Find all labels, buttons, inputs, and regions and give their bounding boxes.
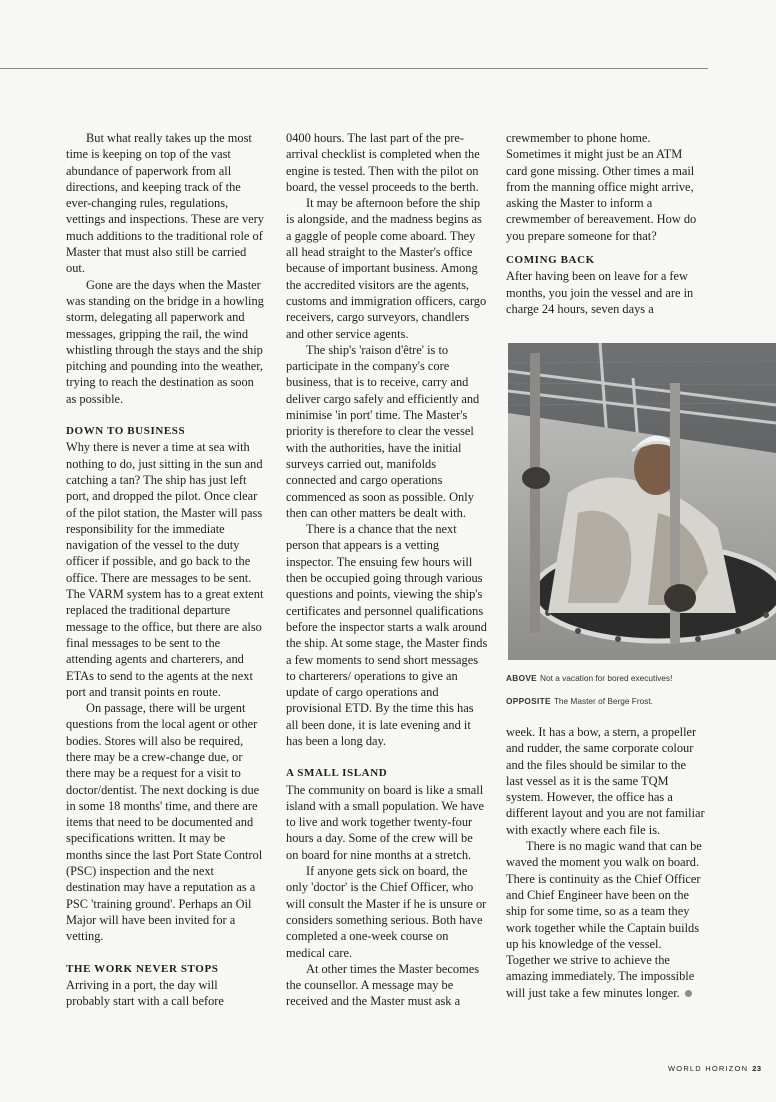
paragraph: There is a chance that the next person that appears is a vetting inspector. The ensuing few hours will then be occupied going through various questions and points, viewing the ship's certificates and personnel qualifications before the inspector starts a walk around the ship. At some stage, the Master finds a few moments to send short messages to charterers/ operations to give an update of cargo operations and provisional ETD. By the time this has all been done, it is late evening and it has been a long day. [286,522,488,748]
caption-label: ABOVE [506,673,538,683]
paragraph: After having been on leave for a few months, you join the vessel and are in charge 24 hours, seven days a [506,269,694,316]
paragraph: At other times the Master becomes the counsellor. A message may be received and the Master must ask a [286,961,480,1009]
paragraph [506,838,706,1001]
section-heading: DOWN TO BUSINESS [66,425,186,438]
paragraph: 0400 hours. The last part of the pre-arrival checklist is completed when the engine is tested. Then with the pilot on board, the vessel proceeds to the berth. [286,131,480,194]
paragraph: Why there is never a time at sea with nothing to do, just sitting in the sun and catching a tan? The ship has just left port, and dropped the pilot. Once clear of the pilot station, the Master will pass responsibility for the immediate navigation of the vessel to the duty officer if possible, and go back to the office. There are messages to be sent. The VARM system has to a great extent replaced the traditional departure message to the office, but there are also final messages to be sent to the attending agents and charterers, and ETAs to send to the agents at the next port and transit points en route. [66,440,264,699]
paragraph: Arriving in a port, the day will probably start with a call before [66,977,224,1009]
paragraph: week. It has a bow, a stern, a propeller and rudder, the same corporate colour and the files should be similar to the last vessel as it is the same TQM system. However, the office has a different layout and you are not familiar with exactly where each file is. [506,725,705,837]
end-of-article-bullet [685,990,692,997]
article-column-1 [66,130,264,1009]
section-heading: THE WORK NEVER STOPS [66,962,219,975]
section-heading: A SMALL ISLAND [286,767,388,780]
page-footer [668,1064,762,1073]
paragraph: It may be afternoon before the ship is alongside, and the madness begins as a gaggle of people come aboard. They all head straight to the Master's office because of important business. Among the accredited visitors are the agents, customs and immigration officers, cargo receivers, cargo surveyors, chandlers and other service agents. [286,196,487,341]
paragraph: Gone are the days when the Master was standing on the bridge in a howling storm, delegating all paperwork and messages, gripping the rail, the wind whistling through the stays and the ship pitching and pounding into the weather, trying to reach the destination as soon as possible. [66,277,264,406]
photo-illustration [508,343,776,660]
page-number: 23 [752,1064,762,1073]
paragraph: But what really takes up the most time is keeping on top of the vast abundance of paperwork from all directions, and keeping track of the ever-changing rules, regulations, vettings and inspections. These are very much additions to the traditional role of Master that must also still be carried out. [66,131,264,276]
article-column-3-bottom [506,724,706,1001]
photo-caption-above [506,673,672,683]
paragraph: On passage, there will be urgent questions from the local agent or other bodies. Stores will also be required, there may be a crew-change due, or there may be a request for a visit to doctor/dentist. The next docking is due in some 18 months' time, and there are items that need to be documented and specifications written. It may be months since the last Port State Control (PSC) inspection and the next destination may have a reputation as a PSC 'training ground'. Perhaps an Oil Major will have been invited for a vetting. [66,701,263,944]
caption-text: The Master of Berge Frost. [553,696,653,706]
paragraph: crewmember to phone home. Sometimes it might just be an ATM card gone missing. Other times a mail from the manning office might arrive, asking the Master to inform a crewmember of bereavement. How do you prepare someone for that? [506,131,697,243]
photo-caption-opposite [506,696,653,706]
caption-text: Not a vacation for bored executives! [540,673,673,683]
magazine-name: WORLD HORIZON [668,1064,749,1073]
paragraph-text: There is no magic wand that can be waved the moment you walk on board. There is continuity as the Chief Officer and Chief Engineer have been on the ship for some time, so as a team they work together while the Captain builds up his knowledge of the vessel. Together we strive to achieve the amazing immediately. The impossible will just take a few minutes longer. [506,839,702,1000]
header-rule [0,68,708,69]
caption-label: OPPOSITE [506,696,551,706]
photo-master-in-hatch [508,343,776,660]
article-column-3-top [506,130,706,317]
paragraph: The community on board is like a small island with a small population. We have to live and work together twenty-four hours a day. Some of the crew will be on board for nine months at a stretch. [286,782,485,862]
section-heading: COMING BACK [506,254,595,267]
paragraph: If anyone gets sick on board, the only 'doctor' is the Chief Officer, who will consult the Master if he is unsure or considers something serious. Both have completed a one-week course on medical care. [286,864,487,960]
article-column-2 [286,130,488,1010]
paragraph: The ship's 'raison d'être' is to participate in the company's core business, that is to receive, carry and deliver cargo safely and efficiently and minimise 'in port' time. The Master's priority is therefore to clear the vessel with the authorities, have the initial surveys carried out, manifolds connected and cargo operations commenced as soon as possible. Only then can other matters be dealt with. [286,342,480,520]
